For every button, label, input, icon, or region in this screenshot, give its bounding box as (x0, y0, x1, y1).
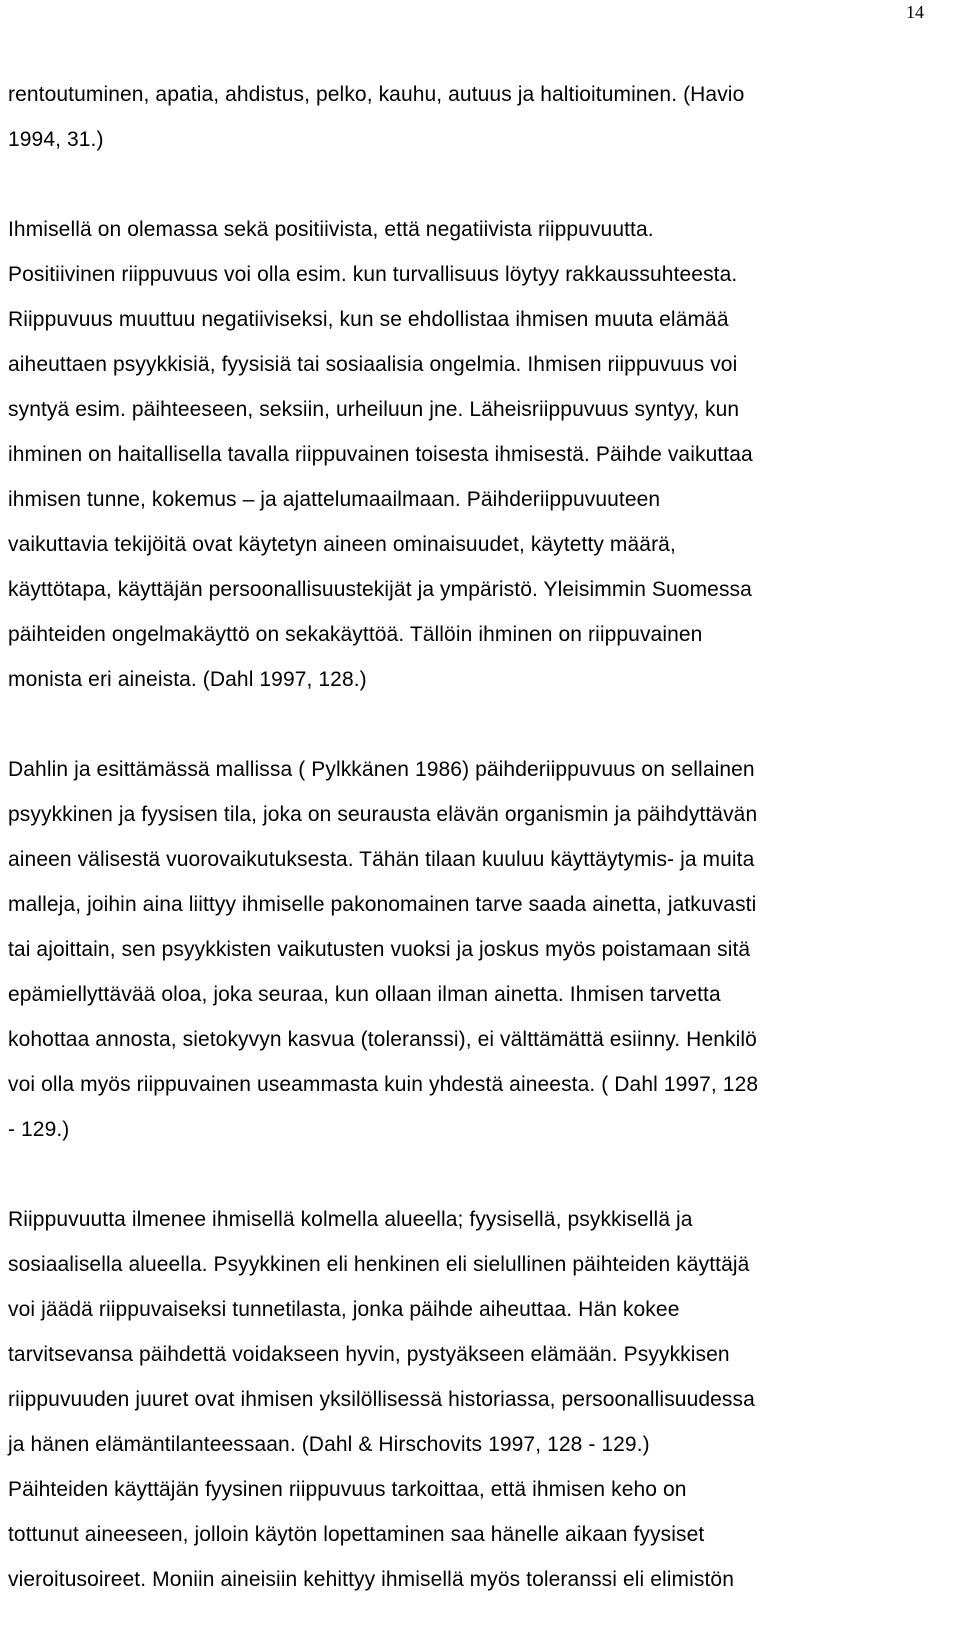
text-line: voi jäädä riippuvaiseksi tunnetilasta, jonka päihde aiheuttaa. Hän kokee (8, 1298, 680, 1321)
text-line: - 129.) (8, 1118, 70, 1141)
text-line: Positiivinen riippuvuus voi olla esim. kun turvallisuus löytyy rakkaussuhteesta. (8, 263, 738, 286)
text-line: tottunut aineeseen, jolloin käytön lopettaminen saa hänelle aikaan fyysiset (8, 1523, 705, 1546)
text-line: ja hänen elämäntilanteessaan. (Dahl & Hirschovits 1997, 128 - 129.) (8, 1433, 650, 1456)
text-line: vaikuttavia tekijöitä ovat käytetyn aineen ominaisuudet, käytetty määrä, (8, 533, 676, 556)
text-line: Päihteiden käyttäjän fyysinen riippuvuus tarkoittaa, että ihmisen keho on (8, 1478, 687, 1501)
text-line: monista eri aineista. (Dahl 1997, 128.) (8, 668, 367, 691)
text-line: vieroitusoireet. Moniin aineisiin kehittyy ihmisellä myös toleranssi eli elimistön (8, 1568, 734, 1591)
text-line: psyykkinen ja fyysisen tila, joka on seurausta elävän organismin ja päihdyttävän (8, 803, 758, 826)
text-line: päihteiden ongelmakäyttö on sekakäyttöä. Tällöin ihminen on riippuvainen (8, 623, 703, 646)
paragraph (8, 747, 938, 1152)
paragraph (8, 72, 938, 162)
text-line: malleja, joihin aina liittyy ihmiselle pakonomainen tarve saada ainetta, jatkuvasti (8, 893, 757, 916)
paragraph-spacer (8, 1152, 938, 1197)
page-number: 14 (906, 2, 924, 22)
text-line: epämiellyttävää oloa, joka seuraa, kun ollaan ilman ainetta. Ihmisen tarvetta (8, 983, 721, 1006)
text-line: sosiaalisella alueella. Psyykkinen eli henkinen eli sielullinen päihteiden käyttäjä (8, 1253, 750, 1276)
text-line: ihmisen tunne, kokemus – ja ajattelumaailmaan. Päihderiippuvuuteen (8, 488, 661, 511)
text-line: syntyä esim. päihteeseen, seksiin, urheiluun jne. Läheisriippuvuus syntyy, kun (8, 398, 740, 421)
text-line: voi olla myös riippuvainen useammasta kuin yhdestä aineesta. ( Dahl 1997, 128 (8, 1073, 759, 1096)
text-line: aineen välisestä vuorovaikutuksesta. Tähän tilaan kuuluu käyttäytymis- ja muita (8, 848, 755, 871)
text-line: ihminen on haitallisella tavalla riippuvainen toisesta ihmisestä. Päihde vaikuttaa (8, 443, 753, 466)
text-line: Riippuvuutta ilmenee ihmisellä kolmella alueella; fyysisellä, psykkisellä ja (8, 1208, 693, 1231)
text-line: 1994, 31.) (8, 128, 104, 151)
text-line: tarvitsevansa päihdettä voidakseen hyvin, pystyäkseen elämään. Psyykkisen (8, 1343, 730, 1366)
paragraph (8, 1197, 938, 1602)
paragraph (8, 207, 938, 702)
paragraph-spacer (8, 162, 938, 207)
paragraph-spacer (8, 702, 938, 747)
text-line: käyttötapa, käyttäjän persoonallisuustekijät ja ympäristö. Yleisimmin Suomessa (8, 578, 752, 601)
text-line: rentoutuminen, apatia, ahdistus, pelko, kauhu, autuus ja haltioituminen. (Havio (8, 83, 745, 106)
text-line: Ihmisellä on olemassa sekä positiivista, että negatiivista riippuvuutta. (8, 218, 654, 241)
document-body (8, 72, 938, 1602)
text-line: Riippuvuus muuttuu negatiiviseksi, kun se ehdollistaa ihmisen muuta elämää (8, 308, 729, 331)
text-line: riippuvuuden juuret ovat ihmisen yksilöllisessä historiassa, persoonallisuudessa (8, 1388, 755, 1411)
text-line: aiheuttaen psyykkisiä, fyysisiä tai sosiaalisia ongelmia. Ihmisen riippuvuus voi (8, 353, 738, 376)
text-line: Dahlin ja esittämässä mallissa ( Pylkkänen 1986) päihderiippuvuus on sellainen (8, 758, 755, 781)
text-line: tai ajoittain, sen psyykkisten vaikutusten vuoksi ja joskus myös poistamaan sitä (8, 938, 751, 961)
text-line: kohottaa annosta, sietokyvyn kasvua (toleranssi), ei välttämättä esiinny. Henkilö (8, 1028, 757, 1051)
